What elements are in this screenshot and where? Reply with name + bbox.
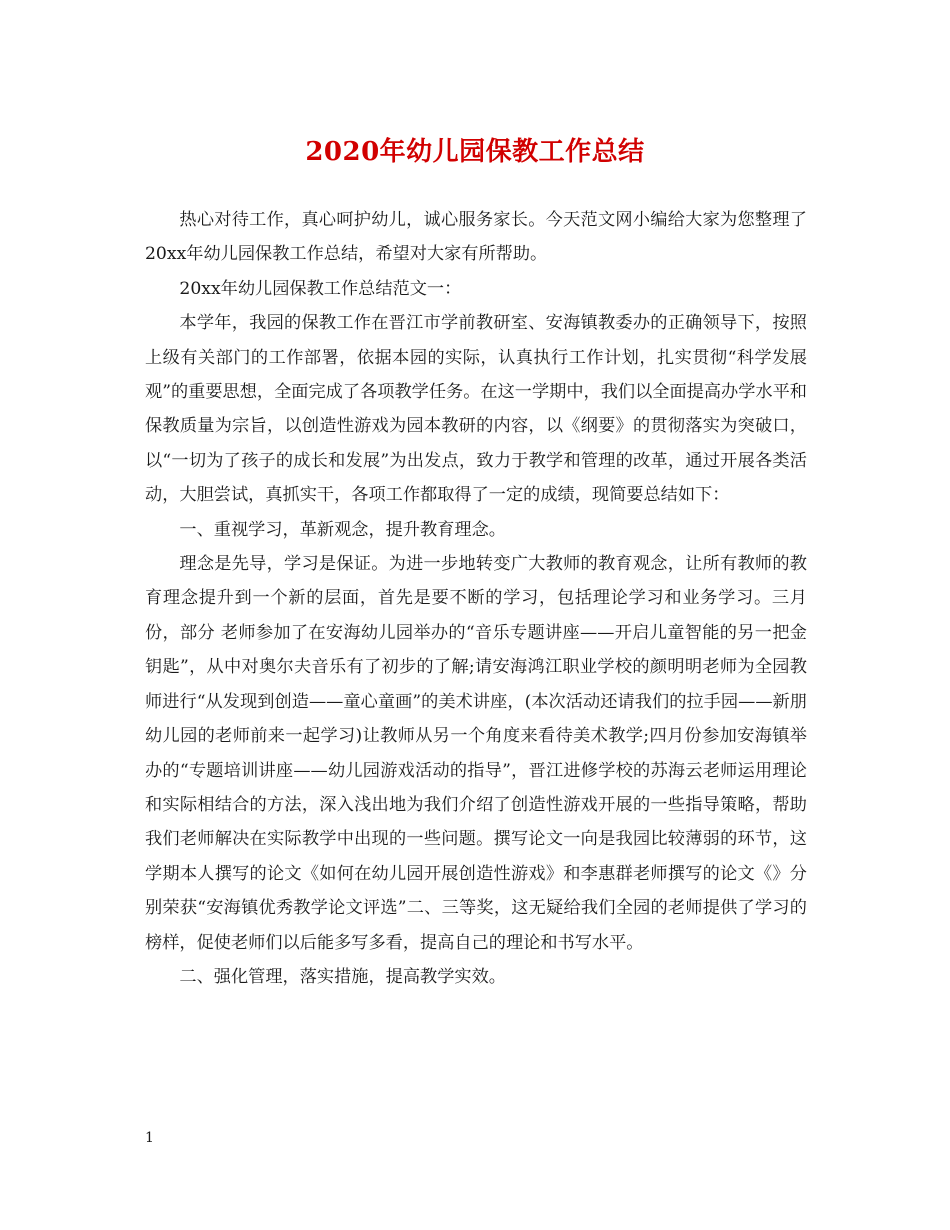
paragraph-heading-two: 二、强化管理，落实措施，提高教学实效。 <box>179 966 506 987</box>
paragraph-intro: 热心对待工作，真心呵护幼儿，诚心服务家长。今天范文网小编给大家为您整理了20xx年幼儿园保教工作总结，希望对大家有所帮助。 <box>145 210 807 265</box>
page-number: 1 <box>145 1130 154 1146</box>
paragraph-section-heading: 20xx年幼儿园保教工作总结范文一： <box>179 278 462 299</box>
paragraph-overview: 本学年，我园的保教工作在晋江市学前教研室、安海镇教委办的正确领导下，按照上级有关部门的工作部署，依据本园的实际，认真执行工作计划，扎实贯彻“科学发展观”的重要思想，全面完成了各项教学任务。在这一学期中，我们以全面提高办学水平和保教质量为宗旨，以创造性游戏为园本教研的内容，以《纲要》的贯彻落实为突破口，以“一切为了孩子的成长和发展”为出发点，致力于教学和管理的改革，通过开展各类活动，大胆尝试，真抓实干，各项工作都取得了一定的成绩，现简要总结如下： <box>145 313 807 506</box>
document-title: 2020年幼儿园保教工作总结 <box>305 137 645 167</box>
document-body <box>145 203 807 994</box>
paragraph-learning: 理念是先导，学习是保证。为进一步地转变广大教师的教育观念，让所有教师的教育理念提升到一个新的层面，首先是要不断的学习，包括理论学习和业务学习。三月份，部分 老师参加了在安海幼儿园举办的“音乐专题讲座——开启儿童智能的另一把金钥匙”，从中对奥尔夫音乐有了初步的了解;请安海鸿江职业学校的颜明明老师为全园教师进行“从发现到创造——童心童画”的美术讲座，(本次活动还请我们的拉手园——新朋幼儿园的老师前来一起学习)让教师从另一个角度来看待美术教学;四月份参加安海镇举办的“专题培训讲座——幼儿园游戏活动的指导”，晋江进修学校的苏海云老师运用理论和实际相结合的方法，深入浅出地为我们介绍了创造性游戏开展的一些指导策略，帮助我们老师解决在实际教学中出现的一些问题。撰写论文一向是我园比较薄弱的环节，这学期本人撰写的论文《如何在幼儿园开展创造性游戏》和李惠群老师撰写的论文《》分别荣获“安海镇优秀教学论文评选”二、三等奖，这无疑给我们全园的老师提供了学习的榜样，促使老师们以后能多写多看，提高自己的理论和书写水平。 <box>145 554 807 953</box>
paragraph-heading-one: 一、重视学习，革新观念，提升教育理念。 <box>179 519 506 540</box>
